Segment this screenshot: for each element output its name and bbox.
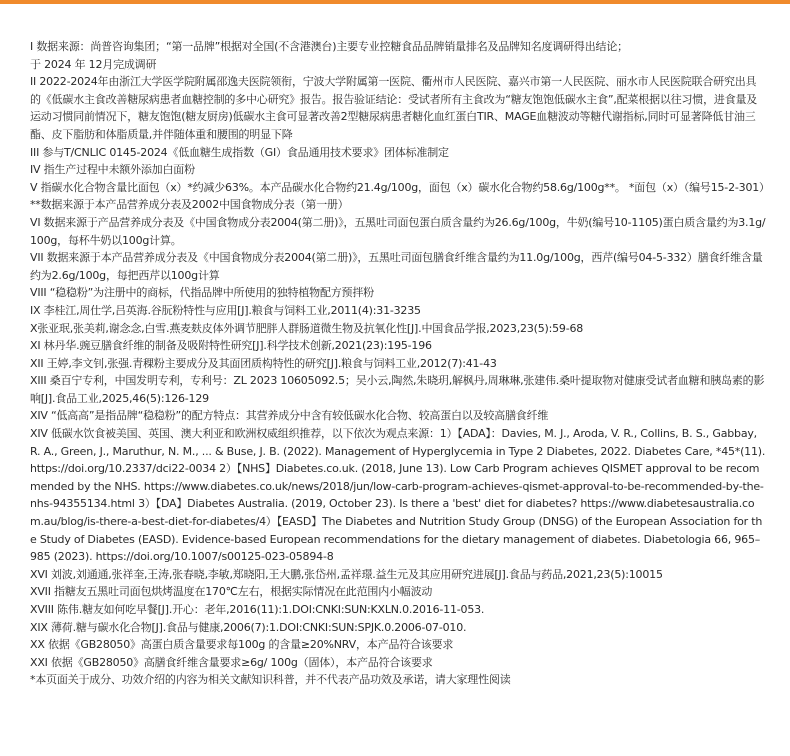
footnote-9: IX 李桂江,周仕学,吕英海.谷朊粉特性与应用[J].粮食与饲料工业,2011(4):31-3235 — [30, 303, 421, 317]
footnote-7: VII 数据来源于本产品营养成分表及《中国食物成分表2004(第二册)》，五黑吐司面包膳食纤维含量约为11.0g/100g，西芹(编号04-5-332）膳食纤维含量约为2.6g/100g，每把西芹以100g计算 — [30, 251, 763, 282]
footnote-13: XIII 桑百宁专利，中国发明专利，专利号：ZL 2023 10605092.5；吴小云,陶然,朱晓玥,解枫丹,周琳琳,张建伟.桑叶提取物对健康受试者血糖和胰岛素的影响[J].食品工业,2025,46(5):126-129 — [30, 374, 765, 405]
footnote-15: XIV 低碳水饮食被美国、英国、澳大利亚和欧洲权威组织推荐，以下依次为观点来源：1）【ADA】：Davies, M. J., Aroda, V. R., Collins, B. S., Gabbay, R. A., Green, J., Maruthur, N. M., ... & Buse, J. B. (2022). Management of Hyperglycemia in Type 2 Diabetes, 2022. Diabetes Care, *45*(11). https://doi.org/10.2337/dci22-0034 2）【NHS】Diabetes.co.uk. (2018, June 13). Low Carb Program achieves QISMET approval to be recommended by the NHS. https://www.diabetes.co.uk/news/2018/jun/low-carb-program-achieves-qismet-approval-to-be-recommended-by-the-nhs-94355134.html 3）【DA】Diabetes Australia. (2019, October 23). Is there a 'best' diet for diabetes? https://www.diabetesaustralia.com.au/blog/is-there-a-best-diet-for-diabetes/4）【EASD】The Diabetes and Nutrition Study Group (DNSG) of the European Association for the Study of Diabetes (EASD). Evidence-based European recommendations for the dietary management of diabetes. Diabetologia 66, 965–985 (2023). https://doi.org/10.1007/s00125-023-05894-8 — [30, 427, 766, 564]
footnote-18: XVIII 陈伟.糖友如何吃早餐[J].开心：老年,2016(11):1.DOI:CNKI:SUN:KXLN.0.2016-11-053. — [30, 603, 485, 616]
footnote-20: XX 依据《GB28050》高蛋白质含量要求每100g 的含量≥20%NRV，本产品符合该要求 — [30, 638, 454, 652]
footnote-11: XI 林丹华.豌豆膳食纤维的制备及吸附特性研究[J].科学技术创新,2021(23):195-196 — [30, 339, 432, 353]
footnote-3: III 参与T/CNLIC 0145-2024《低血糖生成指数（GI）食品通用技术要求》团体标准制定 — [30, 145, 449, 159]
footnote-2: II 2022-2024年由浙江大学医学院附属邵逸夫医院领衔，宁波大学附属第一医院、衢州市人民医院、嘉兴市第一人民医院、丽水市人民医院联合研究出具的《低碳水主食改善糖尿病患者血糖控制的多中心研究》报告。报告验证结论：受试者所有主食改为“糖友饱饱低碳水主食”,配菜根据以往习惯，进食量及运动习惯同前情况下，糖友饱饱(糖友厨房)低碳水主食可显著改善2型糖尿病患者糖化血红蛋白TIR、MAGE血糖波动等糖代谢指标,同时可显著降低甘油三酯、皮下脂肪和体脂质量,并伴随体重和腰围的明显下降 — [30, 75, 758, 141]
footnote-5: V 指碳水化合物含量比面包（x）*约减少63%。本产品碳水化合物约21.4g/100g，面包（x）碳水化合物约58.6g/100g**。 *面包（x）（编号15-2-301）**数据来源于本产品营养成分表及2002中国食物成分表（第一册） — [30, 180, 765, 212]
footnote-14: XIV “低高高”是指品牌“稳稳粉”的配方特点：其营养成分中含有较低碳水化合物、较高蛋白以及较高膳食纤维 — [30, 409, 549, 423]
footnote-4: IV 指生产过程中未额外添加白面粉 — [30, 163, 195, 177]
footnote-1-date: 于 2024 年 12月完成调研 — [30, 57, 157, 71]
footnote-12: XII 王婷,李文钊,张强.青稞粉主要成分及其面团质构特性的研究[J].粮食与饲料工业,2012(7):41-43 — [30, 356, 497, 370]
footnote-6: VI 数据来源于产品营养成分表及《中国食物成分表2004(第二册)》，五黑吐司面包蛋白质含量约为26.6g/100g，牛奶(编号10-1105)蛋白质含量约为3.1g/100g，每杯牛奶以100g计算。 — [30, 215, 766, 247]
footnote-17: XVII 指糖友五黑吐司面包烘烤温度在170℃左右，根据实际情况在此范围内小幅波动 — [30, 585, 433, 599]
footnote-21: XXI 依据《GB28050》高膳食纤维含量要求≥6g/ 100g（固体），本产品符合该要求 — [30, 655, 433, 669]
footnotes — [30, 38, 766, 689]
footnote-19: XIX 薄荷.糖与碳水化合物[J].食品与健康,2006(7):1.DOI:CNKI:SUN:SPJK.0.2006-07-010. — [30, 620, 467, 634]
footnote-8: VIII “稳稳粉”为注册中的商标，代指品牌中所使用的独特植物配方预拌粉 — [30, 286, 374, 300]
footnote-10: X张亚珉,张美莉,谢念念,白雪.燕麦麸皮体外调节肥胖人群肠道微生物及抗氧化性[J].中国食品学报,2023,23(5):59-68 — [30, 321, 584, 335]
disclaimer: *本页面关于成分、功效介绍的内容为相关文献知识科普，并不代表产品功效及承诺，请大家理性阅读 — [30, 673, 511, 687]
footnote-16: XVI 刘波,刘通通,张祥奎,王涛,张春晓,李敏,郑晓阳,王大鹏,张岱州,孟祥璟.益生元及其应用研究进展[J].食品与药品,2021,23(5):10015 — [30, 567, 663, 581]
top-accent-bar — [0, 0, 790, 4]
footnote-1: I 数据来源：尚普咨询集团；“第一品牌”根据对全国(不含港澳台)主要专业控糖食品品牌销量排名及品牌知名度调研得出结论； — [30, 40, 628, 53]
